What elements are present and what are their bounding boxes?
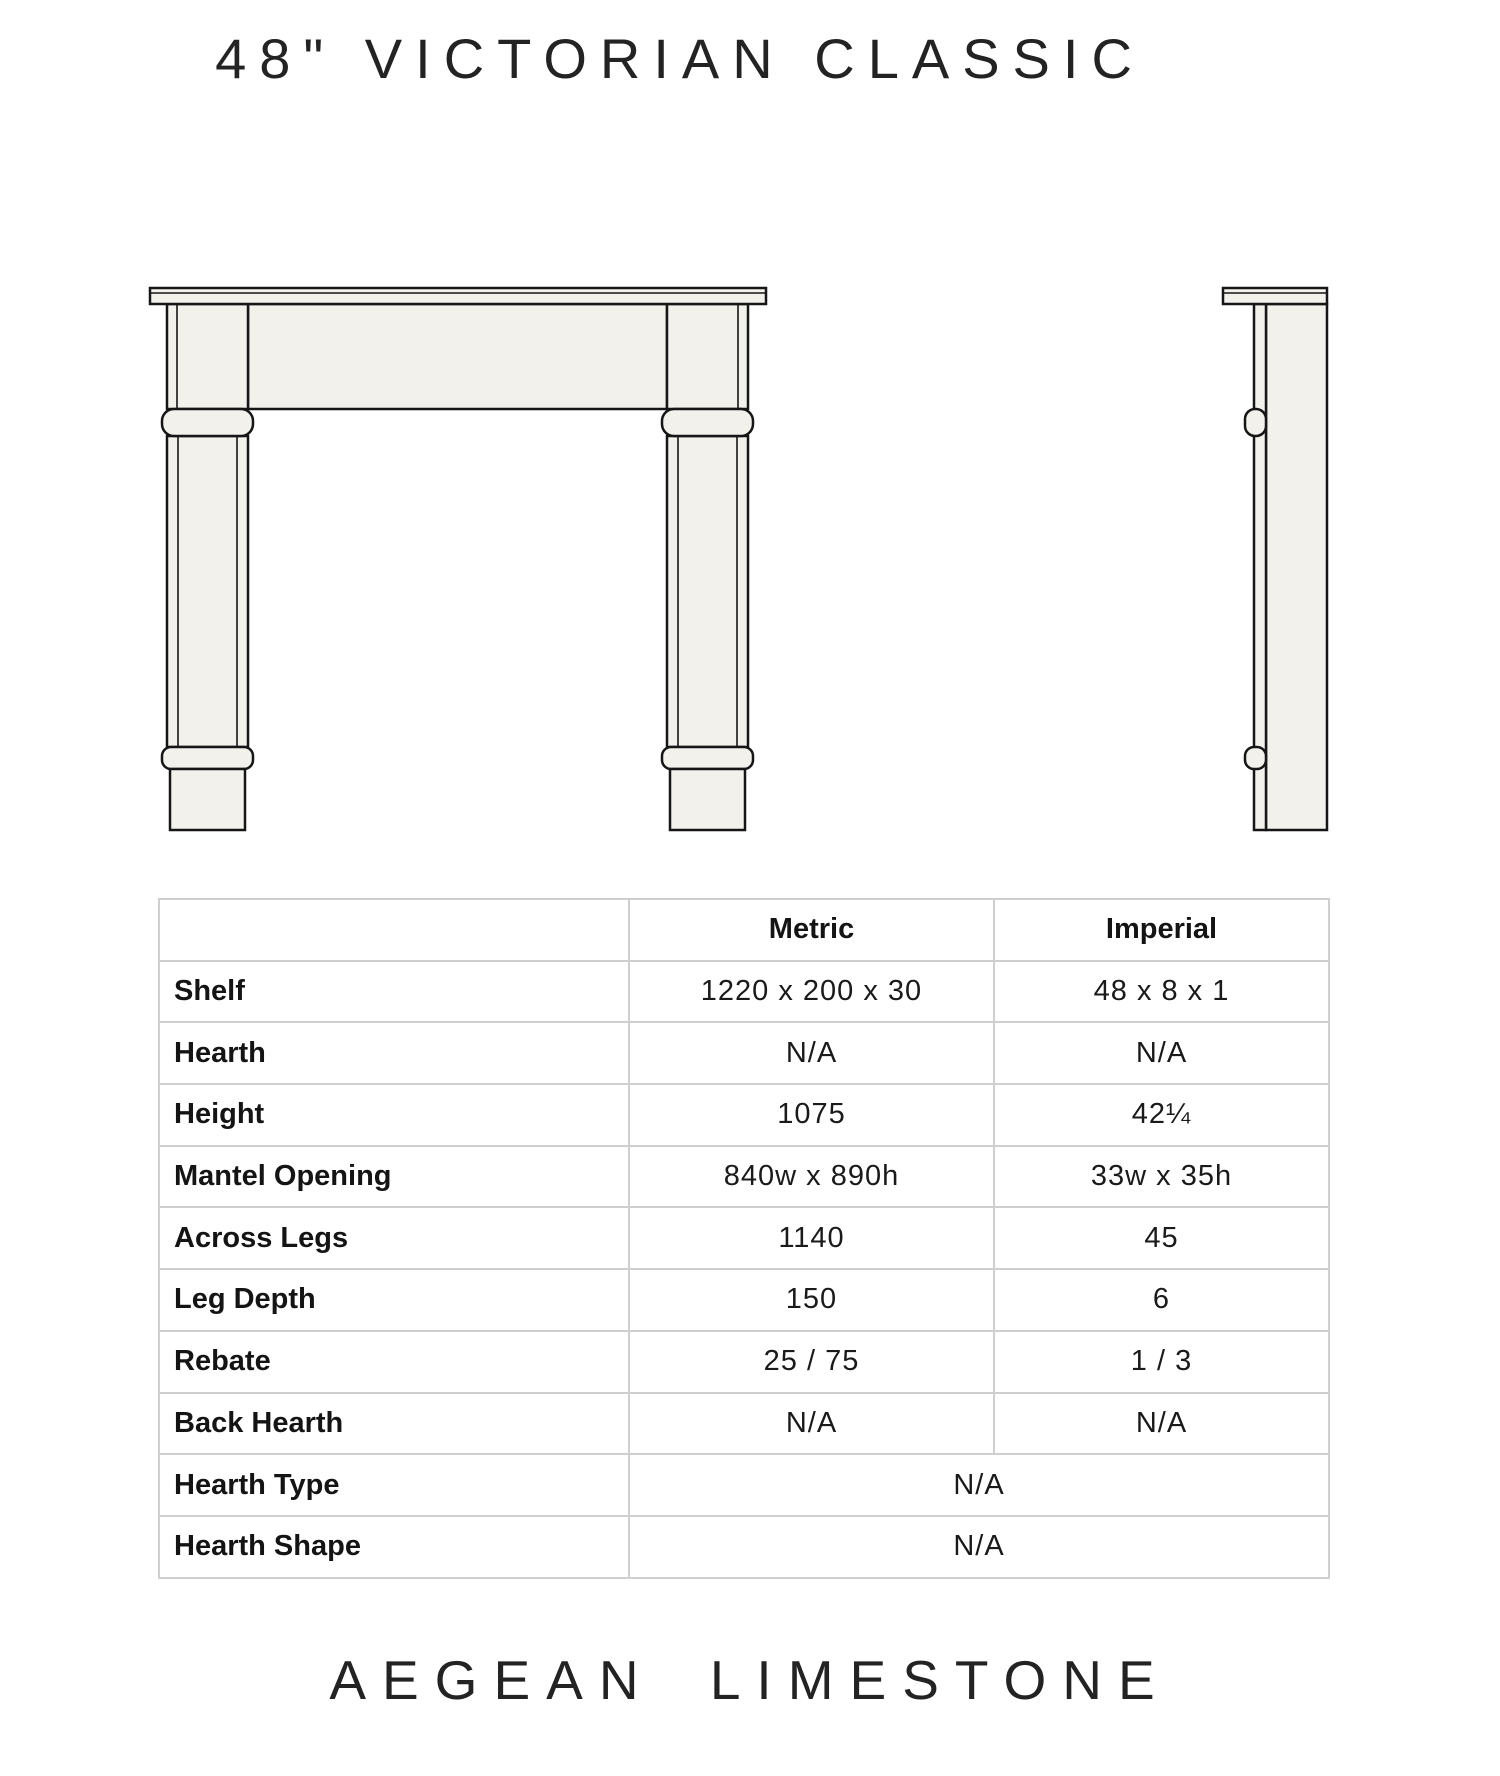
row-label: Across Legs — [159, 1207, 629, 1269]
table-row — [159, 1146, 1329, 1208]
mantel-frieze — [248, 304, 667, 409]
page-title: 48" VICTORIAN CLASSIC — [215, 27, 1145, 90]
header-imperial: Imperial — [994, 899, 1329, 961]
side-profile-drawing — [1223, 288, 1327, 830]
leg-foot-torus — [162, 747, 253, 769]
imperial-value: 42¼ — [994, 1084, 1329, 1146]
row-label: Hearth Shape — [159, 1516, 629, 1578]
header-blank — [159, 899, 629, 961]
side-foot-bump — [1245, 747, 1266, 769]
metric-value: 1220 x 200 x 30 — [629, 961, 994, 1023]
table-row — [159, 1084, 1329, 1146]
row-label: Hearth — [159, 1022, 629, 1084]
imperial-value: N/A — [994, 1022, 1329, 1084]
metric-value: 150 — [629, 1269, 994, 1331]
table-row — [159, 1269, 1329, 1331]
imperial-value: 45 — [994, 1207, 1329, 1269]
header-metric: Metric — [629, 899, 994, 961]
metric-value: 840w x 890h — [629, 1146, 994, 1208]
side-shelf — [1223, 288, 1327, 304]
leg-foot-torus — [662, 747, 753, 769]
metric-value: N/A — [629, 1022, 994, 1084]
table-header-row — [159, 899, 1329, 961]
imperial-value: N/A — [994, 1393, 1329, 1455]
table-row — [159, 1022, 1329, 1084]
side-body — [1266, 304, 1327, 830]
spec-table — [158, 898, 1330, 1579]
mantel-drawing — [0, 280, 1500, 850]
table-row — [159, 1207, 1329, 1269]
table-row — [159, 1516, 1329, 1578]
mantel-right-leg — [662, 304, 753, 830]
metric-value: 1075 — [629, 1084, 994, 1146]
mantel-left-leg — [162, 304, 253, 830]
side-capital-bump — [1245, 409, 1266, 436]
leg-foot-block — [170, 769, 245, 830]
row-label: Hearth Type — [159, 1454, 629, 1516]
row-label: Mantel Opening — [159, 1146, 629, 1208]
leg-foot-block — [670, 769, 745, 830]
table-row — [159, 1393, 1329, 1455]
table-row — [159, 961, 1329, 1023]
imperial-value: 33w x 35h — [994, 1146, 1329, 1208]
metric-value: 25 / 75 — [629, 1331, 994, 1393]
leg-capital — [162, 409, 253, 436]
imperial-value: 1 / 3 — [994, 1331, 1329, 1393]
row-label: Shelf — [159, 961, 629, 1023]
front-elevation-drawing — [150, 288, 766, 830]
merged-value: N/A — [629, 1454, 1329, 1516]
row-label: Leg Depth — [159, 1269, 629, 1331]
row-label: Rebate — [159, 1331, 629, 1393]
metric-value: 1140 — [629, 1207, 994, 1269]
imperial-value: 48 x 8 x 1 — [994, 961, 1329, 1023]
mantel-shelf — [150, 288, 766, 304]
row-label: Height — [159, 1084, 629, 1146]
row-label: Back Hearth — [159, 1393, 629, 1455]
leg-capital — [662, 409, 753, 436]
metric-value: N/A — [629, 1393, 994, 1455]
imperial-value: 6 — [994, 1269, 1329, 1331]
table-row — [159, 1454, 1329, 1516]
material-title: AEGEAN LIMESTONE — [329, 1649, 1171, 1711]
merged-value: N/A — [629, 1516, 1329, 1578]
table-row — [159, 1331, 1329, 1393]
